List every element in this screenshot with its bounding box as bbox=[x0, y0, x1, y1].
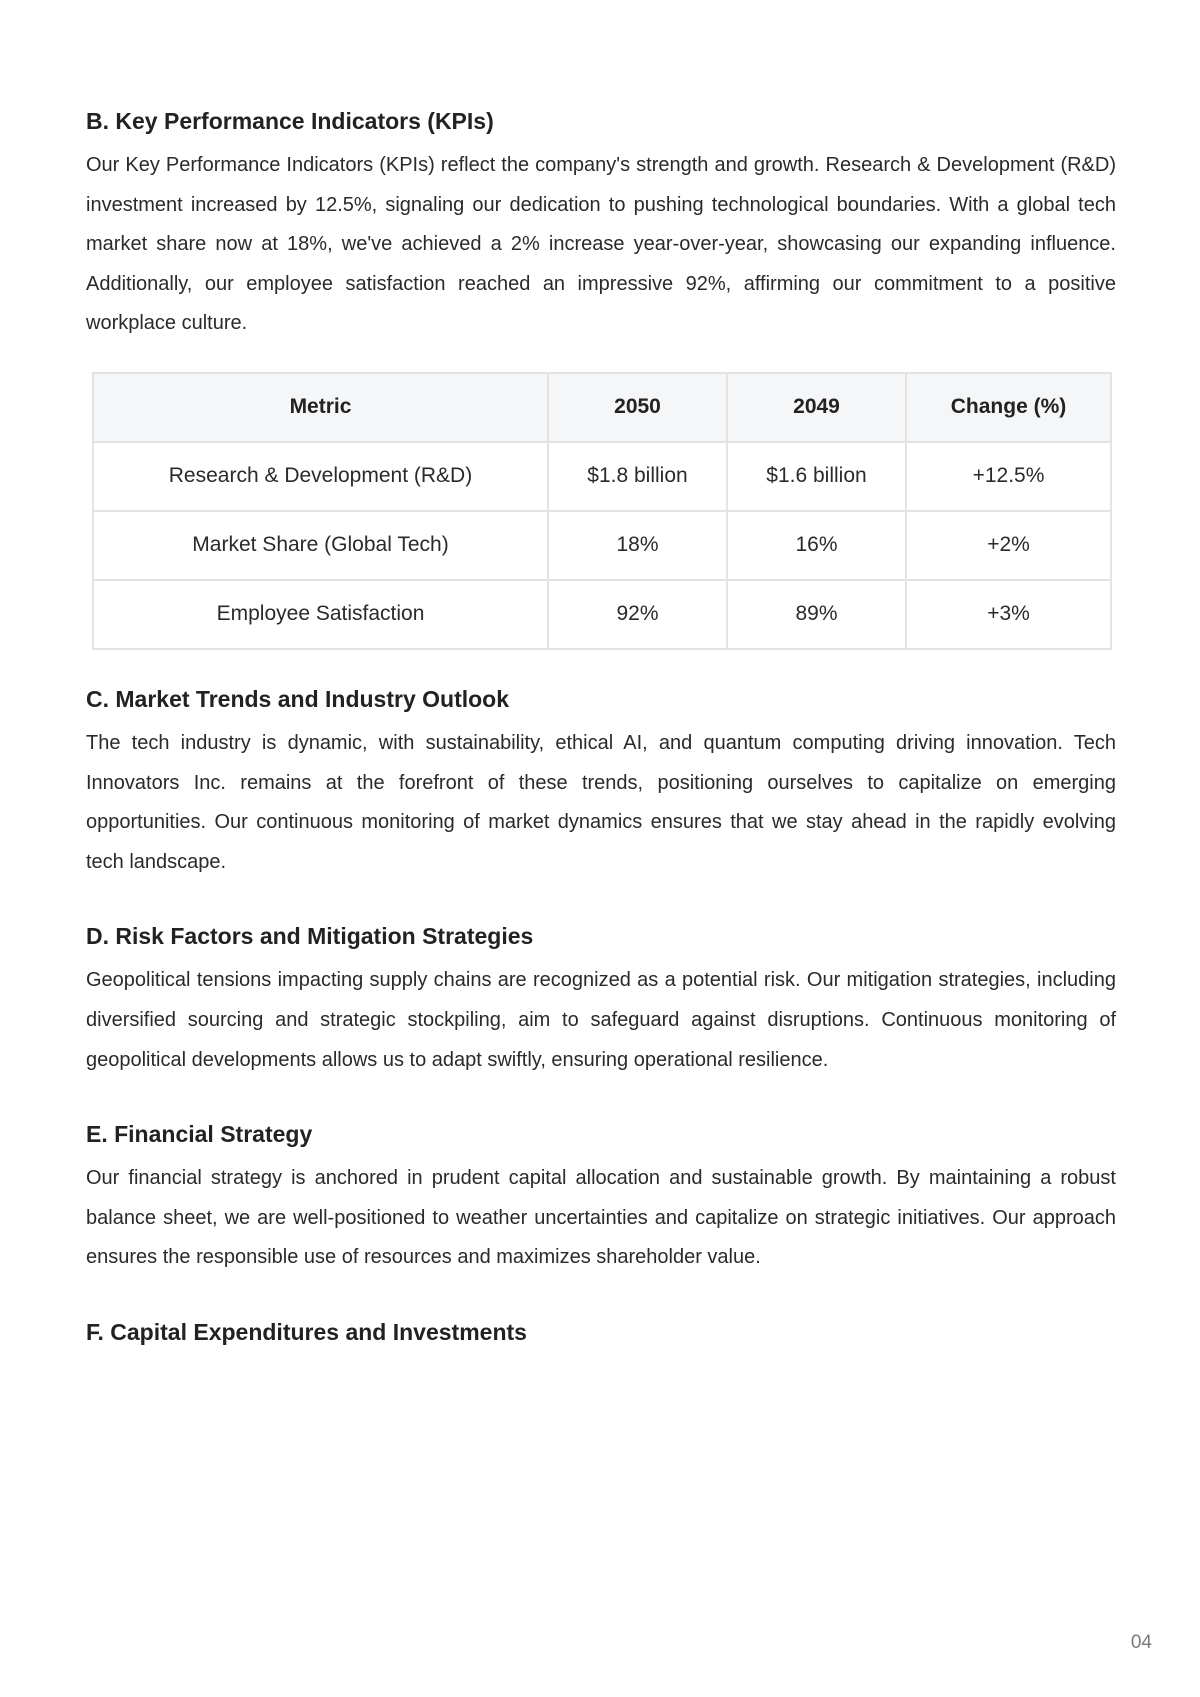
table-row bbox=[93, 511, 1111, 580]
section-body-market-trends: The tech industry is dynamic, with sustainability, ethical AI, and quantum computing driving innovation. Tech Innovators Inc. remains at the forefront of these trends, positioning ourselves to capitalize on emerging opportunities. Our continuous monitoring of market dynamics ensures that we stay ahead in the rapidly evolving tech landscape. bbox=[86, 731, 1116, 873]
header-year-2050: 2050 bbox=[548, 373, 727, 442]
table-header-row bbox=[93, 373, 1111, 442]
page-number: 04 bbox=[1130, 1632, 1152, 1653]
cell-metric: Market Share (Global Tech) bbox=[93, 511, 548, 580]
section-body-financial-strategy: Our financial strategy is anchored in prudent capital allocation and sustainable growth. By maintaining a robust balance sheet, we are well-positioned to weather uncertainties and capitalize on strategic initiatives. Our approach ensures the responsible use of resources and maximizes shareholder value. bbox=[86, 1167, 1116, 1269]
header-change: Change (%) bbox=[906, 373, 1111, 442]
table-row bbox=[93, 442, 1111, 511]
cell-change: +2% bbox=[906, 511, 1111, 580]
cell-2049: 89% bbox=[727, 580, 906, 649]
header-metric: Metric bbox=[93, 373, 548, 442]
section-heading-financial-strategy: E. Financial Strategy bbox=[86, 1121, 313, 1148]
section-heading-kpis: B. Key Performance Indicators (KPIs) bbox=[86, 108, 494, 134]
kpi-table bbox=[92, 372, 1112, 650]
section-body-risk-factors: Geopolitical tensions impacting supply chains are recognized as a potential risk. Our mitigation strategies, including diversified sourcing and strategic stockpiling, aim to safeguard against disruptions. Continuous monitoring of geopolitical developments allows us to adapt swiftly, ensuring operational resilience. bbox=[86, 969, 1116, 1071]
cell-2049: 16% bbox=[727, 511, 906, 580]
cell-change: +12.5% bbox=[906, 442, 1111, 511]
cell-2050: 92% bbox=[548, 580, 727, 649]
cell-metric: Research & Development (R&D) bbox=[93, 442, 548, 511]
cell-change: +3% bbox=[906, 580, 1111, 649]
cell-2050: $1.8 billion bbox=[548, 442, 727, 511]
cell-2050: 18% bbox=[548, 511, 727, 580]
document-page bbox=[86, 106, 1116, 1347]
header-year-2049: 2049 bbox=[727, 373, 906, 442]
table-row bbox=[93, 580, 1111, 649]
cell-metric: Employee Satisfaction bbox=[93, 580, 548, 649]
cell-2049: $1.6 billion bbox=[727, 442, 906, 511]
section-body-kpis: Our Key Performance Indicators (KPIs) reflect the company's strength and growth. Research & Development (R&D) investment increased by 12.5%, signaling our dedication to pushing technological boundaries. With a global tech market share now at 18%, we've achieved a 2% increase year-over-year, showcasing our expanding influence. Additionally, our employee satisfaction reached an impressive 92%, affirming our commitment to a positive workplace culture. bbox=[86, 154, 1116, 335]
section-heading-market-trends: C. Market Trends and Industry Outlook bbox=[86, 685, 510, 712]
section-heading-risk-factors: D. Risk Factors and Mitigation Strategies bbox=[86, 923, 534, 950]
section-heading-capex: F. Capital Expenditures and Investments bbox=[86, 1318, 527, 1345]
